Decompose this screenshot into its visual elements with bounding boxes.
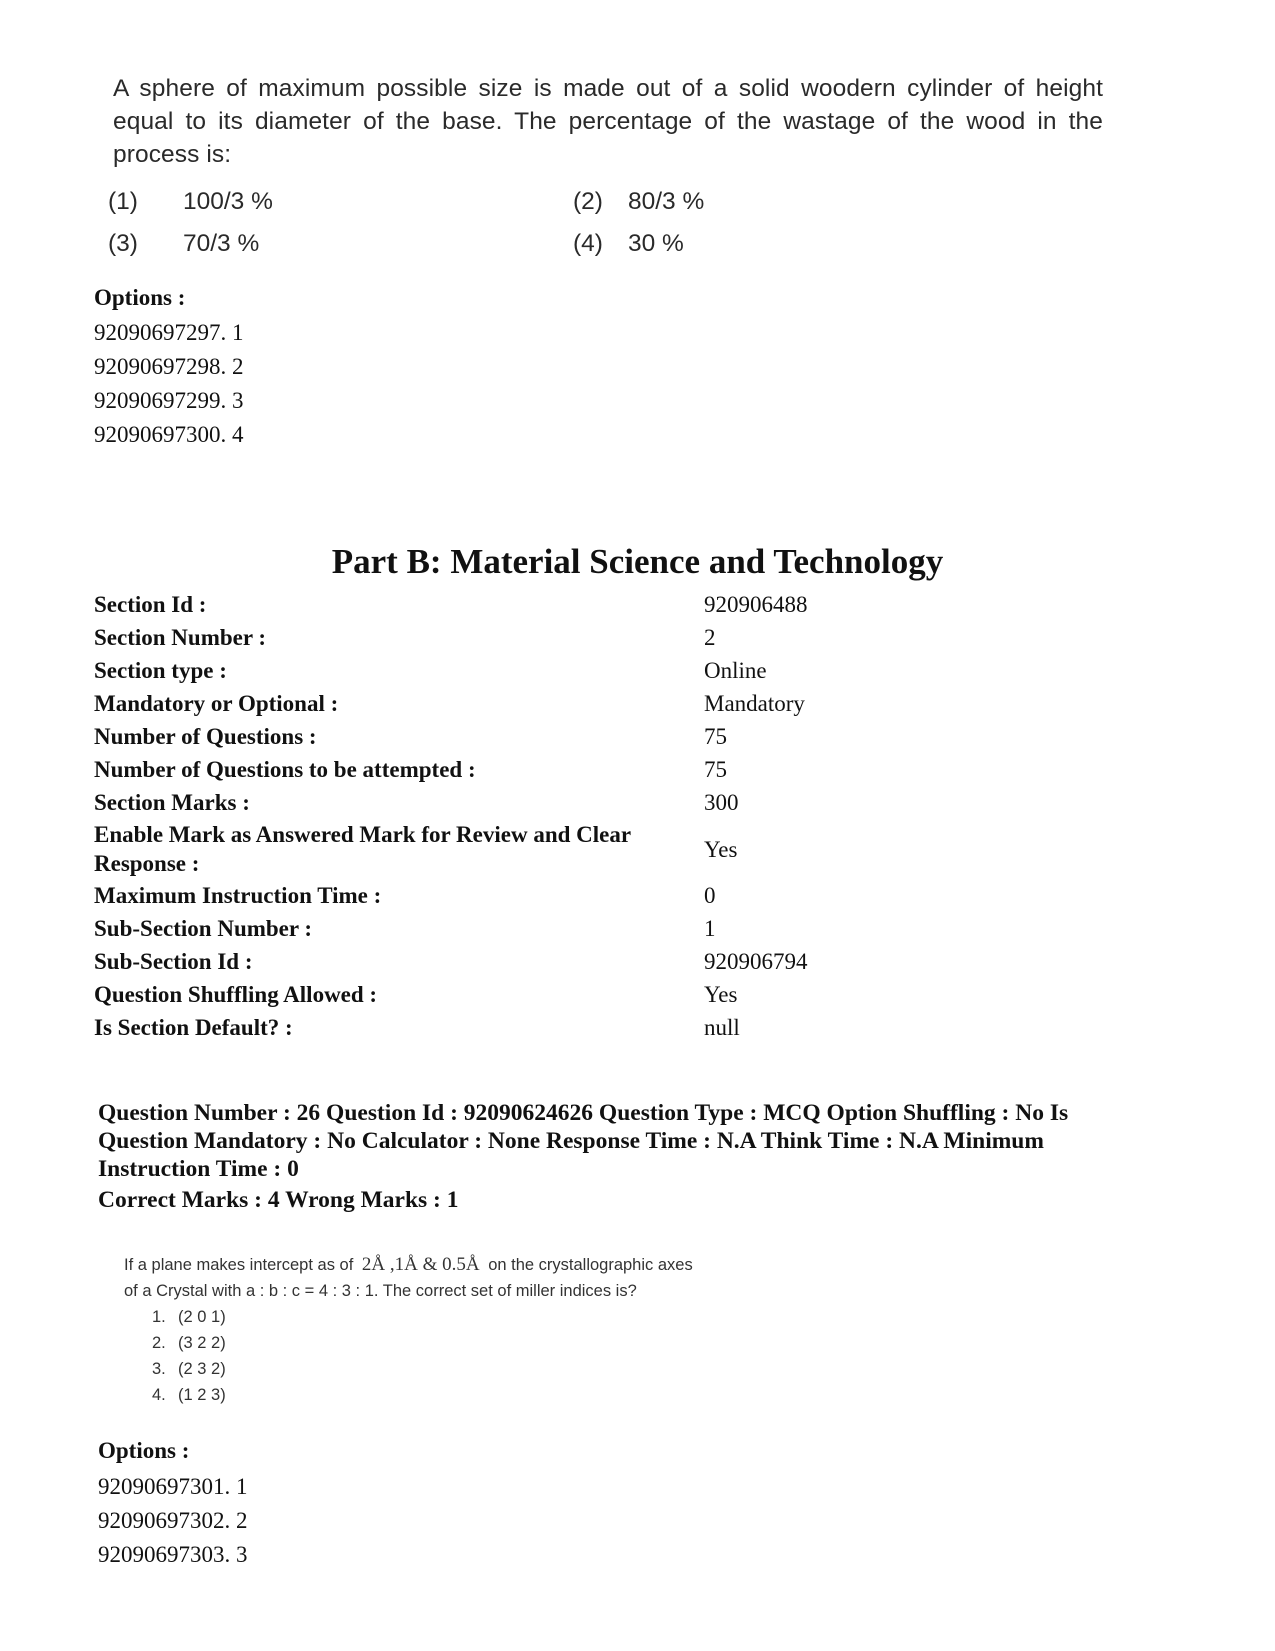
q1-options-label: Options : (94, 285, 186, 310)
q2-choice: 3. (2 3 2) (152, 1360, 226, 1378)
q2-choice: 1. (2 0 1) (152, 1308, 226, 1326)
option-item: 92090697300. 4 (94, 422, 244, 447)
section-row: Sub-Section Number : 1 (94, 916, 716, 941)
section-row: Number of Questions to be attempted : 75 (94, 757, 727, 782)
section-row: Number of Questions : 75 (94, 724, 727, 749)
option-item: 92090697303. 3 (98, 1542, 248, 1567)
question-marks: Correct Marks : 4 Wrong Marks : 1 (98, 1187, 459, 1213)
q1-choice: (3) 70/3 % (108, 230, 260, 257)
q1-choice: (4) 30 % (573, 230, 684, 257)
section-row: Question Shuffling Allowed : Yes (94, 982, 738, 1007)
q2-options-list (98, 1470, 248, 1572)
option-item: 92090697299. 3 (94, 388, 244, 413)
q2-question-line2: of a Crystal with a : b : c = 4 : 3 : 1. The correct set of miller indices is? (124, 1282, 637, 1300)
section-details-table (94, 588, 1194, 1044)
question-meta: Question Number : 26 Question Id : 92090624626 Question Type : MCQ Option Shuffling : No Is Question Mandatory : No Calculator : None Response Time : N.A Think Time : N.A Minimum Instruction Time : 0 (98, 1100, 1069, 1182)
option-item: 92090697297. 1 (94, 320, 244, 345)
q1-question-text: A sphere of maximum possible size is made out of a solid woodern cylinder of height equal to its diameter of the base. The percentage of the wastage of the wood in the process is: (113, 75, 1103, 168)
q2-choices (124, 1304, 844, 1408)
section-row: Maximum Instruction Time : 0 (94, 883, 716, 908)
part-heading: Part B: Material Science and Technology (331, 542, 944, 581)
intercepts-formula: 2Å ,1Å & 0.5Å (361, 1254, 480, 1275)
section-row: Section Marks : 300 (94, 790, 739, 815)
section-row: Mandatory or Optional : Mandatory (94, 691, 805, 716)
section-row: Section type : Online (94, 658, 767, 683)
q2-choice: 2. (3 2 2) (152, 1334, 226, 1352)
q2-question-body (124, 1252, 844, 1408)
section-row: Sub-Section Id : 920906794 (94, 949, 808, 974)
option-item: 92090697302. 2 (98, 1508, 248, 1533)
section-row: Section Number : 2 (94, 625, 716, 650)
q2-options-label: Options : (98, 1438, 190, 1463)
q2-choice: 4. (1 2 3) (152, 1386, 226, 1404)
option-item: 92090697298. 2 (94, 354, 244, 379)
q1-choice: (1) 100/3 % (108, 188, 273, 215)
section-row: Section Id : 920906488 (94, 592, 808, 617)
q1-options-list (94, 316, 244, 452)
option-item: 92090697301. 1 (98, 1474, 248, 1499)
q2-question-line1: If a plane makes intercept as of 2Å ,1Å & 0.5Å on the crystallographic axes (124, 1254, 693, 1275)
section-row: Enable Mark as Answered Mark for Review and Clear Response : Yes (94, 822, 738, 876)
q1-choice: (2) 80/3 % (573, 188, 705, 215)
section-row: Is Section Default? : null (94, 1015, 740, 1040)
